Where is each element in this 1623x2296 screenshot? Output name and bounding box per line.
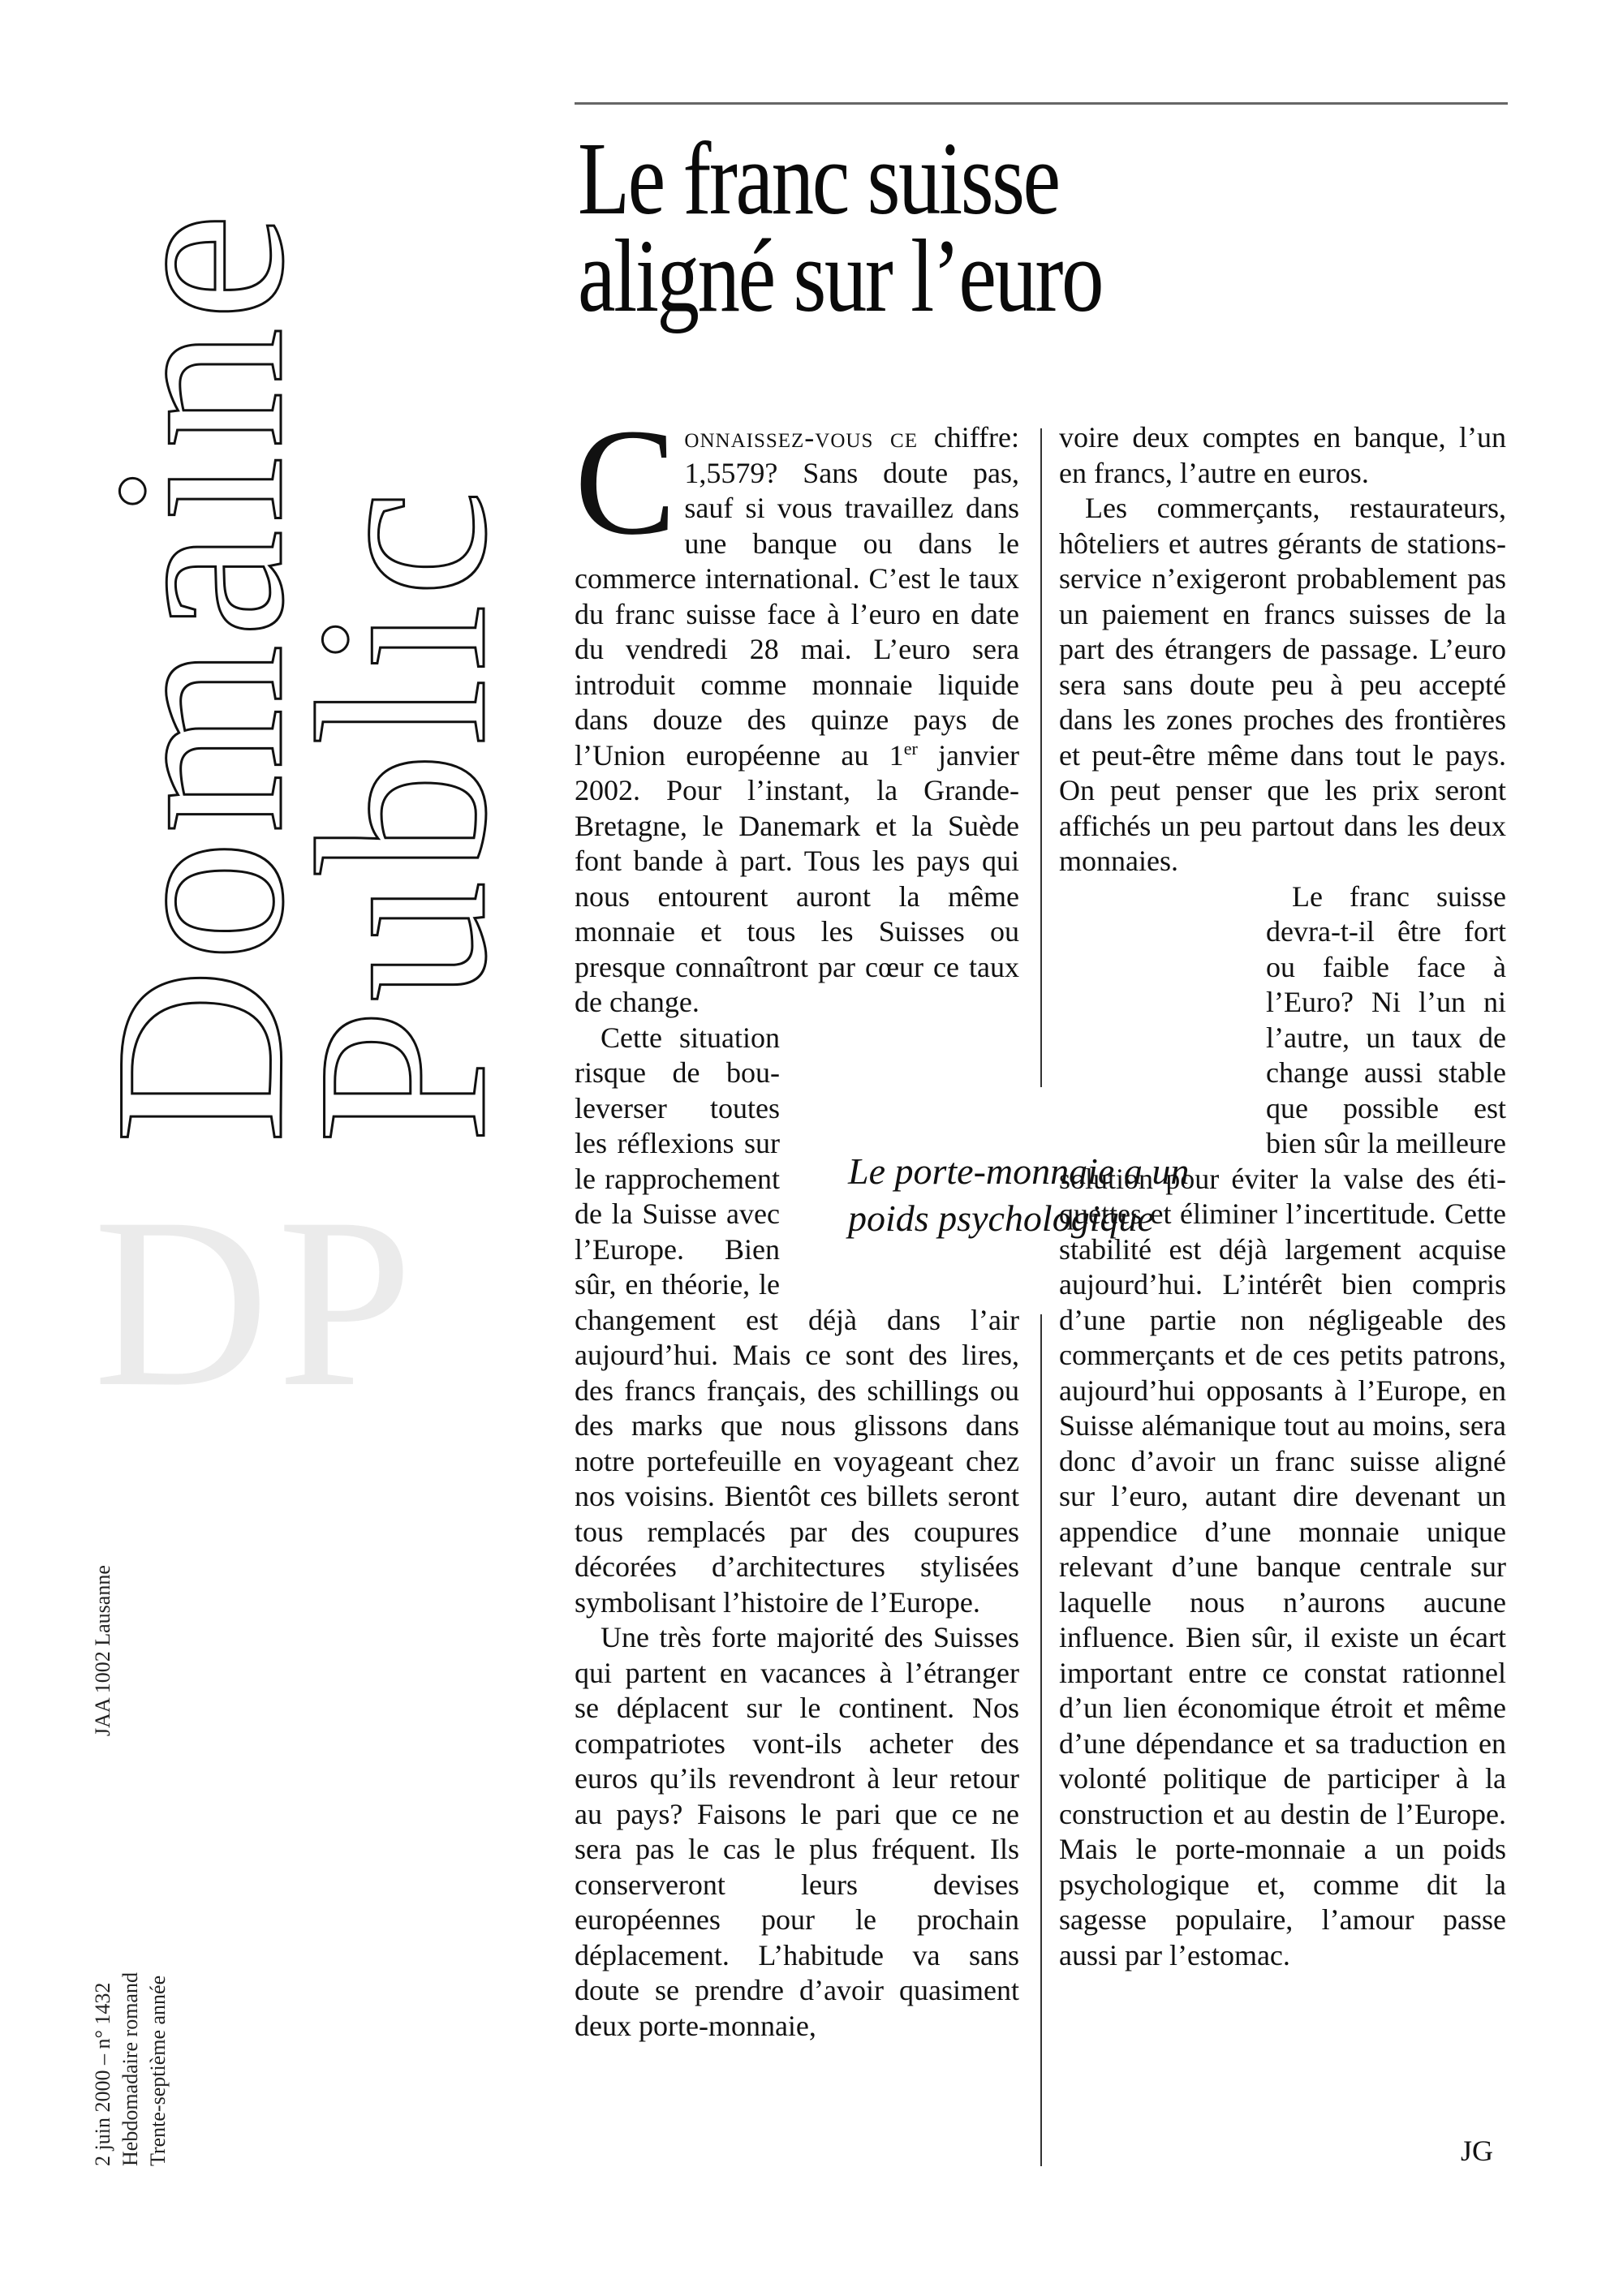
paragraph-5: Les commerçants, restaurateurs, hôteliers et autres gérants de stations-service n’exigeront probablement pas un paiement en francs suisses de la part des étrangers de passage. L’euro sera sans doute peu à peu accepté dans les zones proches des frontières et peut-être même dans tout le pays. On peut penser que les prix seront affichés un peu partout dans les deux monnaies. <box>1059 492 1506 877</box>
paragraph-1-tail: janvier 2002. Pour l’instant, la Grande-Bretagne, le Danemark et la Suède font bande à part. Tous les pays qui nous entourent auront la même monnaie et tous les Suisses ou presque connaîtront par cœur ce taux de change. <box>575 738 1019 1018</box>
issue-date: 2 juin 2000 – n° 1432 <box>91 1982 114 2166</box>
pull-quote: Le porte-monnaie a un poids psychologique <box>848 1150 1190 1239</box>
paragraph-2-text: Cette situation risque de bouleverser toutes les réflexions sur le rapprochement de la Suisse avec l’Europe. Bien sûr, en théorie, le changement est déjà dans l’air aujourd’hui. Mais ce sont des lires, des francs français, des schillings ou des marks que nous glissons dans notre portefeuille en voyageant chez nos voisins. Bientôt ces billets seront tous remplacés par des coupures décorées d’architectures stylisées symbolisant l’histoire de l’Europe. <box>575 1021 1019 1619</box>
column-divider-bottom <box>1040 1314 1042 2166</box>
masthead <box>64 89 536 1144</box>
ordinal-sup: er <box>903 737 918 759</box>
dp-watermark: DP <box>93 1167 421 1437</box>
paragraph-2 <box>575 1021 1019 1621</box>
drop-cap: C <box>575 397 677 566</box>
issue-stack <box>89 1972 172 2166</box>
issue-jaa: JAA 1002 Lausanne <box>91 1565 114 1736</box>
paragraph-6-text: Le franc suisse devra-t-il être fort ou faible face à l’Euro? Ni l’un ni l’autre, un taux de change aussi stable que possible est bien sûr la meilleure solution pour éviter la valse des étiquettes et éliminer l’incertitude. Cette stabilité est déjà largement acquise aujourd’hui. L’intérêt bien compris d’une partie non négligeable des commerçants et de ces petits patrons, aujourd’hui opposants à l’Europe, en Suisse alémanique tout au moins, sera donc d’avoir un franc suisse aligné sur l’euro, autant dire devenant un appendice d’une monnaie unique relevant d’une banque centrale sur laquelle nous n’aurons aucune influence. Bien sûr, il existe un écart important entre ce constat rationnel d’un lien économique étroit et même d’une dépendance et sa traduction en volonté politique de participer à la construction et au destin de l’Europe. Mais le porte-monnaie a un poids psychologique et, comme dit la sagesse populaire, l’amour passe aussi par l’estomac. <box>1059 879 1506 1971</box>
paragraph-6 <box>1059 879 1506 1974</box>
pullquote-space-2 <box>1059 914 1266 1149</box>
title-line-2: aligné sur l’euro <box>578 218 1103 333</box>
paragraph-1 <box>575 397 1019 1021</box>
paragraph-4: voire deux comptes en banque, l’un en francs, l’autre en euros. <box>1059 421 1506 489</box>
signature: JG <box>1461 2135 1494 2167</box>
column-divider-top <box>1040 428 1042 1087</box>
masthead-line-domaine: Domaine <box>64 206 334 1144</box>
masthead-line-public: Public <box>267 483 536 1144</box>
issue-type: Hebdomadaire romand <box>118 1972 142 2166</box>
title-rule <box>575 102 1508 105</box>
article-title <box>578 121 1343 333</box>
title-line-1: Le franc suisse <box>578 121 1059 236</box>
paragraph-1-text: chiffre: 1,5579? Sans doute pas, sauf si vous travaillez dans une banque ou dans le commerce international. C’est le taux du franc suisse face à l’euro en date du vendredi 28 mai. L’euro sera introduit comme monnaie liquide dans douze des quinze pays de l’Union européenne au 1 <box>575 421 1019 772</box>
issue-year: Trente-septième année <box>146 1975 170 2166</box>
lead-smallcaps: onnaissez-vous ce <box>684 421 919 454</box>
paragraph-3: Une très forte majorité des Suisses qui partent en vacances à l’étranger se déplacent sur le continent. Nos compatriotes vont-ils acheter des euros qu’ils revendront à leur retour au pays? Faisons le pari que ce ne sera pas le cas le plus fréquent. Ils conserveront leurs devises européennes pour le prochain déplacement. L’habitude va sans doute se prendre d’avoir quasiment deux porte-monnaie, <box>575 1621 1019 2042</box>
